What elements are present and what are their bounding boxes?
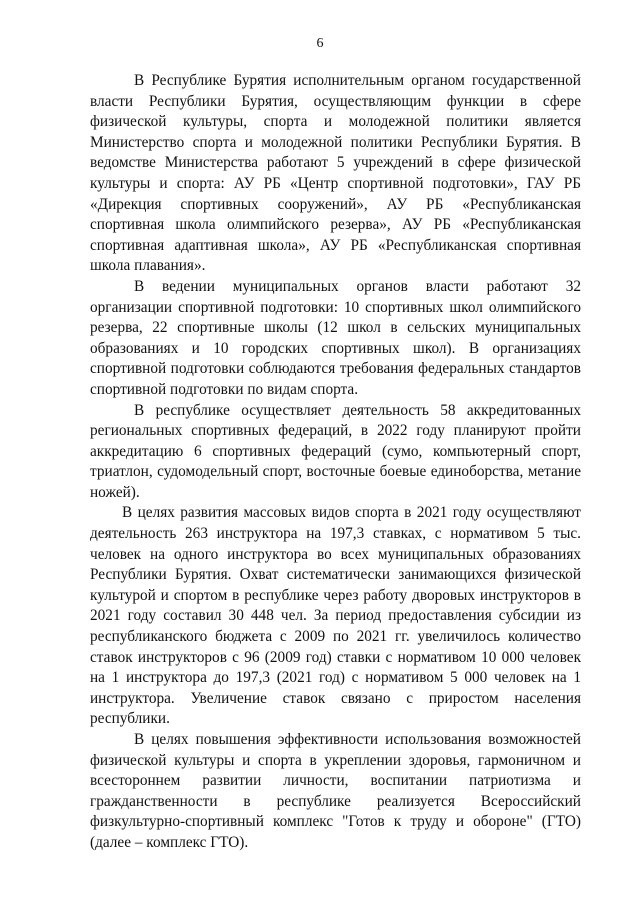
paragraph-ministry: В Республике Бурятия исполнительным органом государственной власти Республики Бурятия, осуществляющим функции в сфере физической культуры, спорта и молодежной политики является Министерство спорта и молодежной политики Республики Бурятия. В ведомстве Министерства работают 5 учреждений в сфере физической культуры и спорта: АУ РБ «Центр спортивной подготовки», ГАУ РБ «Дирекция спортивных сооружений», АУ РБ «Республиканская спортивная школа олимпийского резерва», АУ РБ «Республиканская спортивная адаптивная школа», АУ РБ «Республиканская спортивная школа плавания». bbox=[90, 72, 581, 275]
paragraph-gto-complex: В целях повышения эффективности использования возможностей физической культуры и спорта в укреплении здоровья, гармоничном и всестороннем развитии личности, воспитании патриотизма и гражданственности в республике реализуется Всероссийский физкультурно-спортивный комплекс "Готов к труду и обороне" (ГТО) (далее – комплекс ГТО). bbox=[90, 731, 581, 851]
paragraph-municipal-organizations: В ведении муниципальных органов власти работают 32 организации спортивной подготовки: 10 спортивных школ олимпийского резерва, 22 спортивные школы (12 школ в сельских муниципальных образованиях и 10 городских спортивных школ). В организациях спортивной подготовки соблюдаются требования федеральных стандартов спортивной подготовки по видам спорта. bbox=[90, 277, 581, 398]
document-body bbox=[90, 71, 581, 854]
paragraph-mass-sports-instructors: В целях развития массовых видов спорта в 2021 году осуществляют деятельность 263 инструктора на 197,3 ставках, с нормативом 5 тыс. человек на одного инструктора во всех муниципальных образованиях Республики Бурятия. Охват систематически занимающихся физической культурой и спортом в республике через работу дворовых инструкторов в 2021 году составил 30 448 чел. За период предоставления субсидии из республиканского бюджета с 2009 по 2021 гг. увеличилось количество ставок инструкторов с 96 (2009 год) ставки с нормативом 10 000 человек на 1 инструктора до 197,3 (2021 год) с нормативом 5 000 человек на 1 инструктора. Увеличение ставок связано с приростом населения республики. bbox=[90, 504, 581, 728]
page-number: 6 bbox=[316, 36, 324, 51]
paragraph-sports-federations: В республике осуществляет деятельность 58 аккредитованных региональных спортивных федераций, в 2022 году планируют пройти аккредитацию 6 спортивных федераций (сумо, компьютерный спорт, триатлон, судомодельный спорт, восточные боевые единоборства, метание ножей). bbox=[90, 401, 581, 501]
